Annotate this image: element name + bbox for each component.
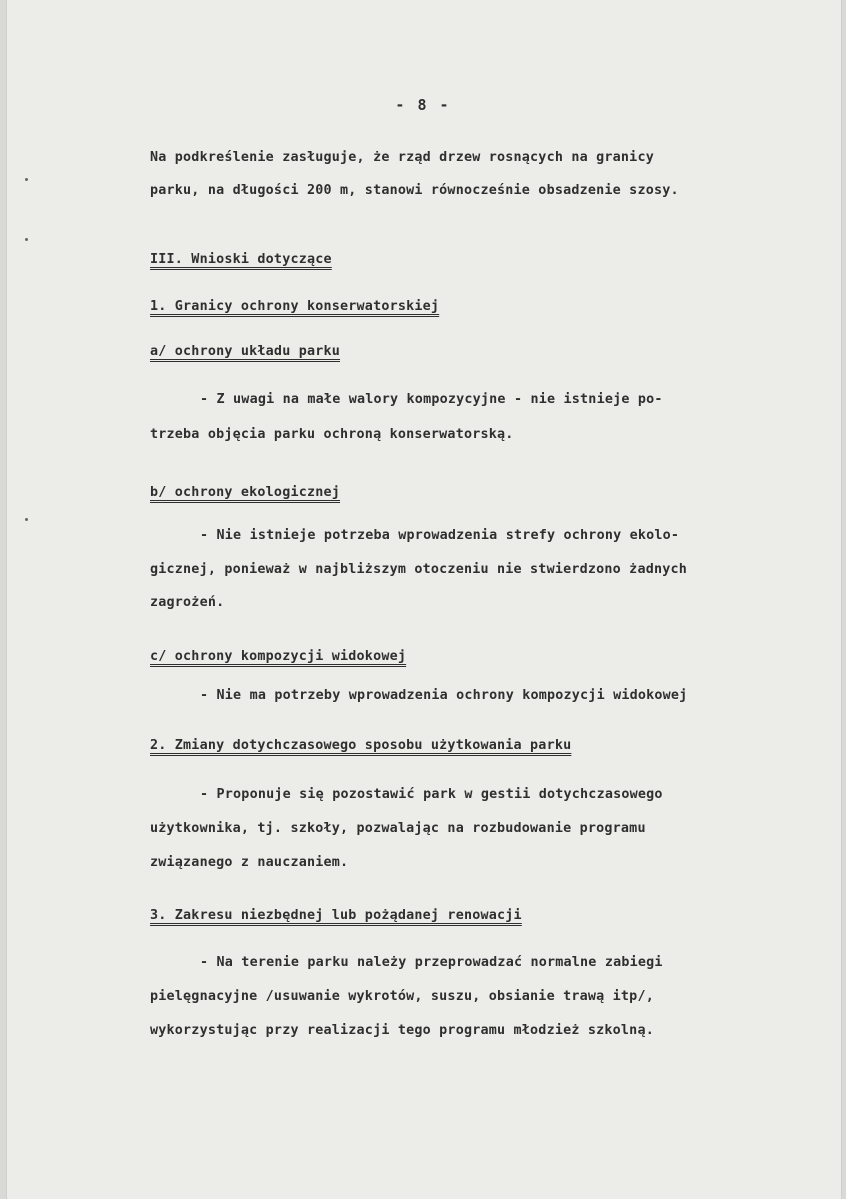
margin-dot bbox=[25, 178, 28, 181]
intro-line: Na podkreślenie zasługuje, że rząd drzew rosnących na granicy bbox=[150, 150, 654, 165]
intro-line: parku, na długości 200 m, stanowi równocześnie obsadzenie szosy. bbox=[150, 183, 679, 198]
subheading-c: c/ ochrony kompozycji widokowej bbox=[150, 649, 407, 664]
paragraph-line: - Proponuje się pozostawić park w gestii dotychczasowego bbox=[200, 787, 663, 802]
heading-3: 3. Zakresu niezbędnej lub pożądanej renowacji bbox=[150, 908, 522, 923]
paragraph-line: - Z uwagi na małe walory kompozycyjne - nie istnieje po- bbox=[200, 392, 663, 407]
margin-dot bbox=[25, 238, 28, 241]
paragraph-line: - Nie istnieje potrzeba wprowadzenia strefy ochrony ekolo- bbox=[200, 528, 680, 543]
page-number: - 8 - bbox=[395, 96, 451, 114]
paragraph-line: trzeba objęcia parku ochroną konserwatorską. bbox=[150, 427, 514, 442]
paragraph-line: zagrożeń. bbox=[150, 595, 225, 610]
subheading-a: a/ ochrony układu parku bbox=[150, 344, 341, 359]
section-heading: III. Wnioski dotyczące bbox=[150, 252, 332, 267]
margin-dot bbox=[25, 518, 28, 521]
paragraph-line: związanego z nauczaniem. bbox=[150, 855, 349, 870]
paragraph-line: wykorzystując przy realizacji tego programu młodzież szkolną. bbox=[150, 1023, 654, 1038]
paragraph-line: - Na terenie parku należy przeprowadzać normalne zabiegi bbox=[200, 955, 663, 970]
document-page bbox=[6, 0, 842, 1199]
paragraph-line: użytkownika, tj. szkoły, pozwalając na rozbudowanie programu bbox=[150, 821, 646, 836]
paragraph-line: pielęgnacyjne /usuwanie wykrotów, suszu, obsianie trawą itp/, bbox=[150, 989, 654, 1004]
paragraph-line: gicznej, ponieważ w najbliższym otoczeniu nie stwierdzono żadnych bbox=[150, 562, 688, 577]
subheading-b: b/ ochrony ekologicznej bbox=[150, 485, 341, 500]
heading-1: 1. Granicy ochrony konserwatorskiej bbox=[150, 299, 440, 314]
heading-2: 2. Zmiany dotychczasowego sposobu użytkowania parku bbox=[150, 738, 572, 753]
paragraph-line: - Nie ma potrzeby wprowadzenia ochrony kompozycji widokowej bbox=[200, 688, 688, 703]
